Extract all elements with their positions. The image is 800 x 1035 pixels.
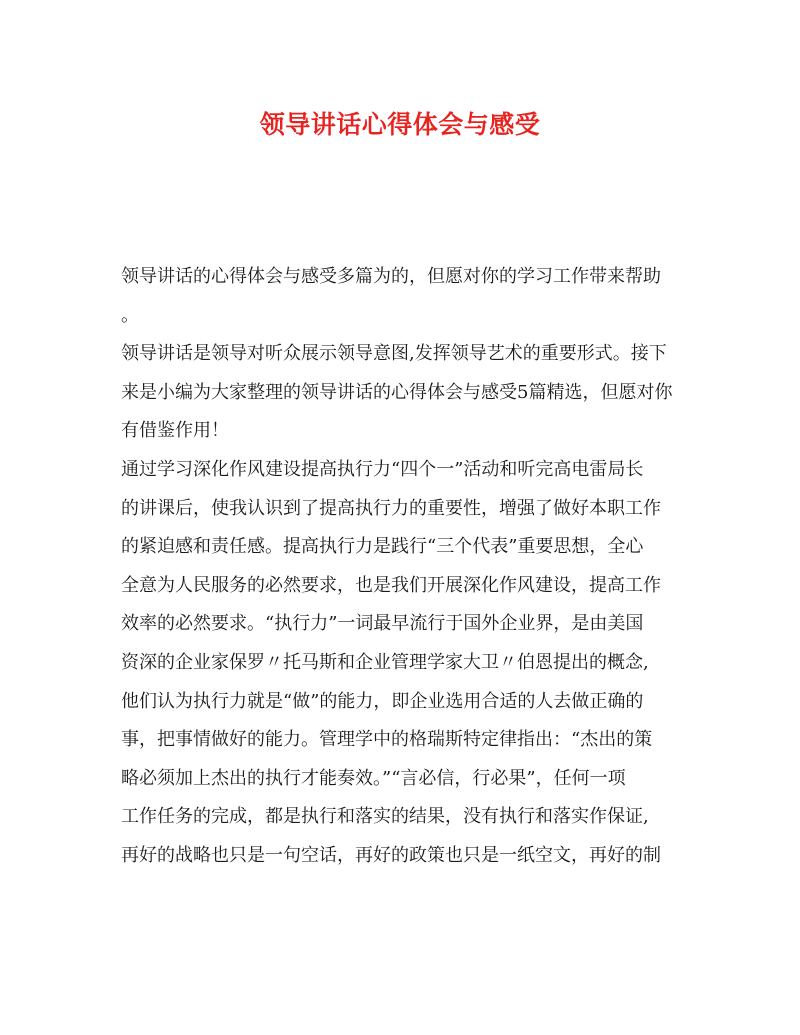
body-line: 他们认为执行力就是“做”的能力，即企业选用合适的人去做正确的	[121, 690, 644, 712]
body-line: 。	[121, 304, 139, 326]
body-line: 效率的必然要求。“执行力”一词最早流行于国外企业界，是由美国	[121, 613, 644, 635]
body-line: 有借鉴作用！	[121, 420, 229, 442]
body-line: 全意为人民服务的必然要求，也是我们开展深化作风建设，提高工作	[121, 574, 661, 596]
body-line: 领导讲话的心得体会与感受多篇为的，但愿对你的学习工作带来帮助	[121, 266, 661, 287]
document-title: 领导讲话心得体会与感受	[259, 110, 541, 139]
body-line: 再好的战略也只是一句空话，再好的政策也只是一纸空文，再好的制	[121, 844, 661, 866]
body-line: 略必须加上杰出的执行才能奏效。”“言必信，行必果”，任何一项	[121, 767, 626, 789]
body-line: 来是小编为大家整理的领导讲话的心得体会与感受5篇精选，但愿对你	[121, 381, 673, 403]
body-line: 领导讲话是领导对听众展示领导意图,发挥领导艺术的重要形式。接下	[121, 343, 667, 365]
body-line: 通过学习深化作风建设提高执行力“四个一”活动和听完高电雷局长	[121, 458, 644, 480]
body-line: 的讲课后，使我认识到了提高执行力的重要性，增强了做好本职工作	[121, 497, 661, 519]
body-line: 工作任务的完成，都是执行和落实的结果，没有执行和落实作保证,	[121, 806, 649, 828]
document-body	[121, 258, 681, 876]
body-line: 的紧迫感和责任感。提高执行力是践行“三个代表”重要思想，全心	[121, 536, 644, 558]
body-line: 事，把事情做好的能力。管理学中的格瑞斯特定律指出：“杰出的策	[121, 729, 653, 751]
body-line: 资深的企业家保罗〃托马斯和企业管理学家大卫〃伯恩提出的概念,	[121, 651, 649, 673]
